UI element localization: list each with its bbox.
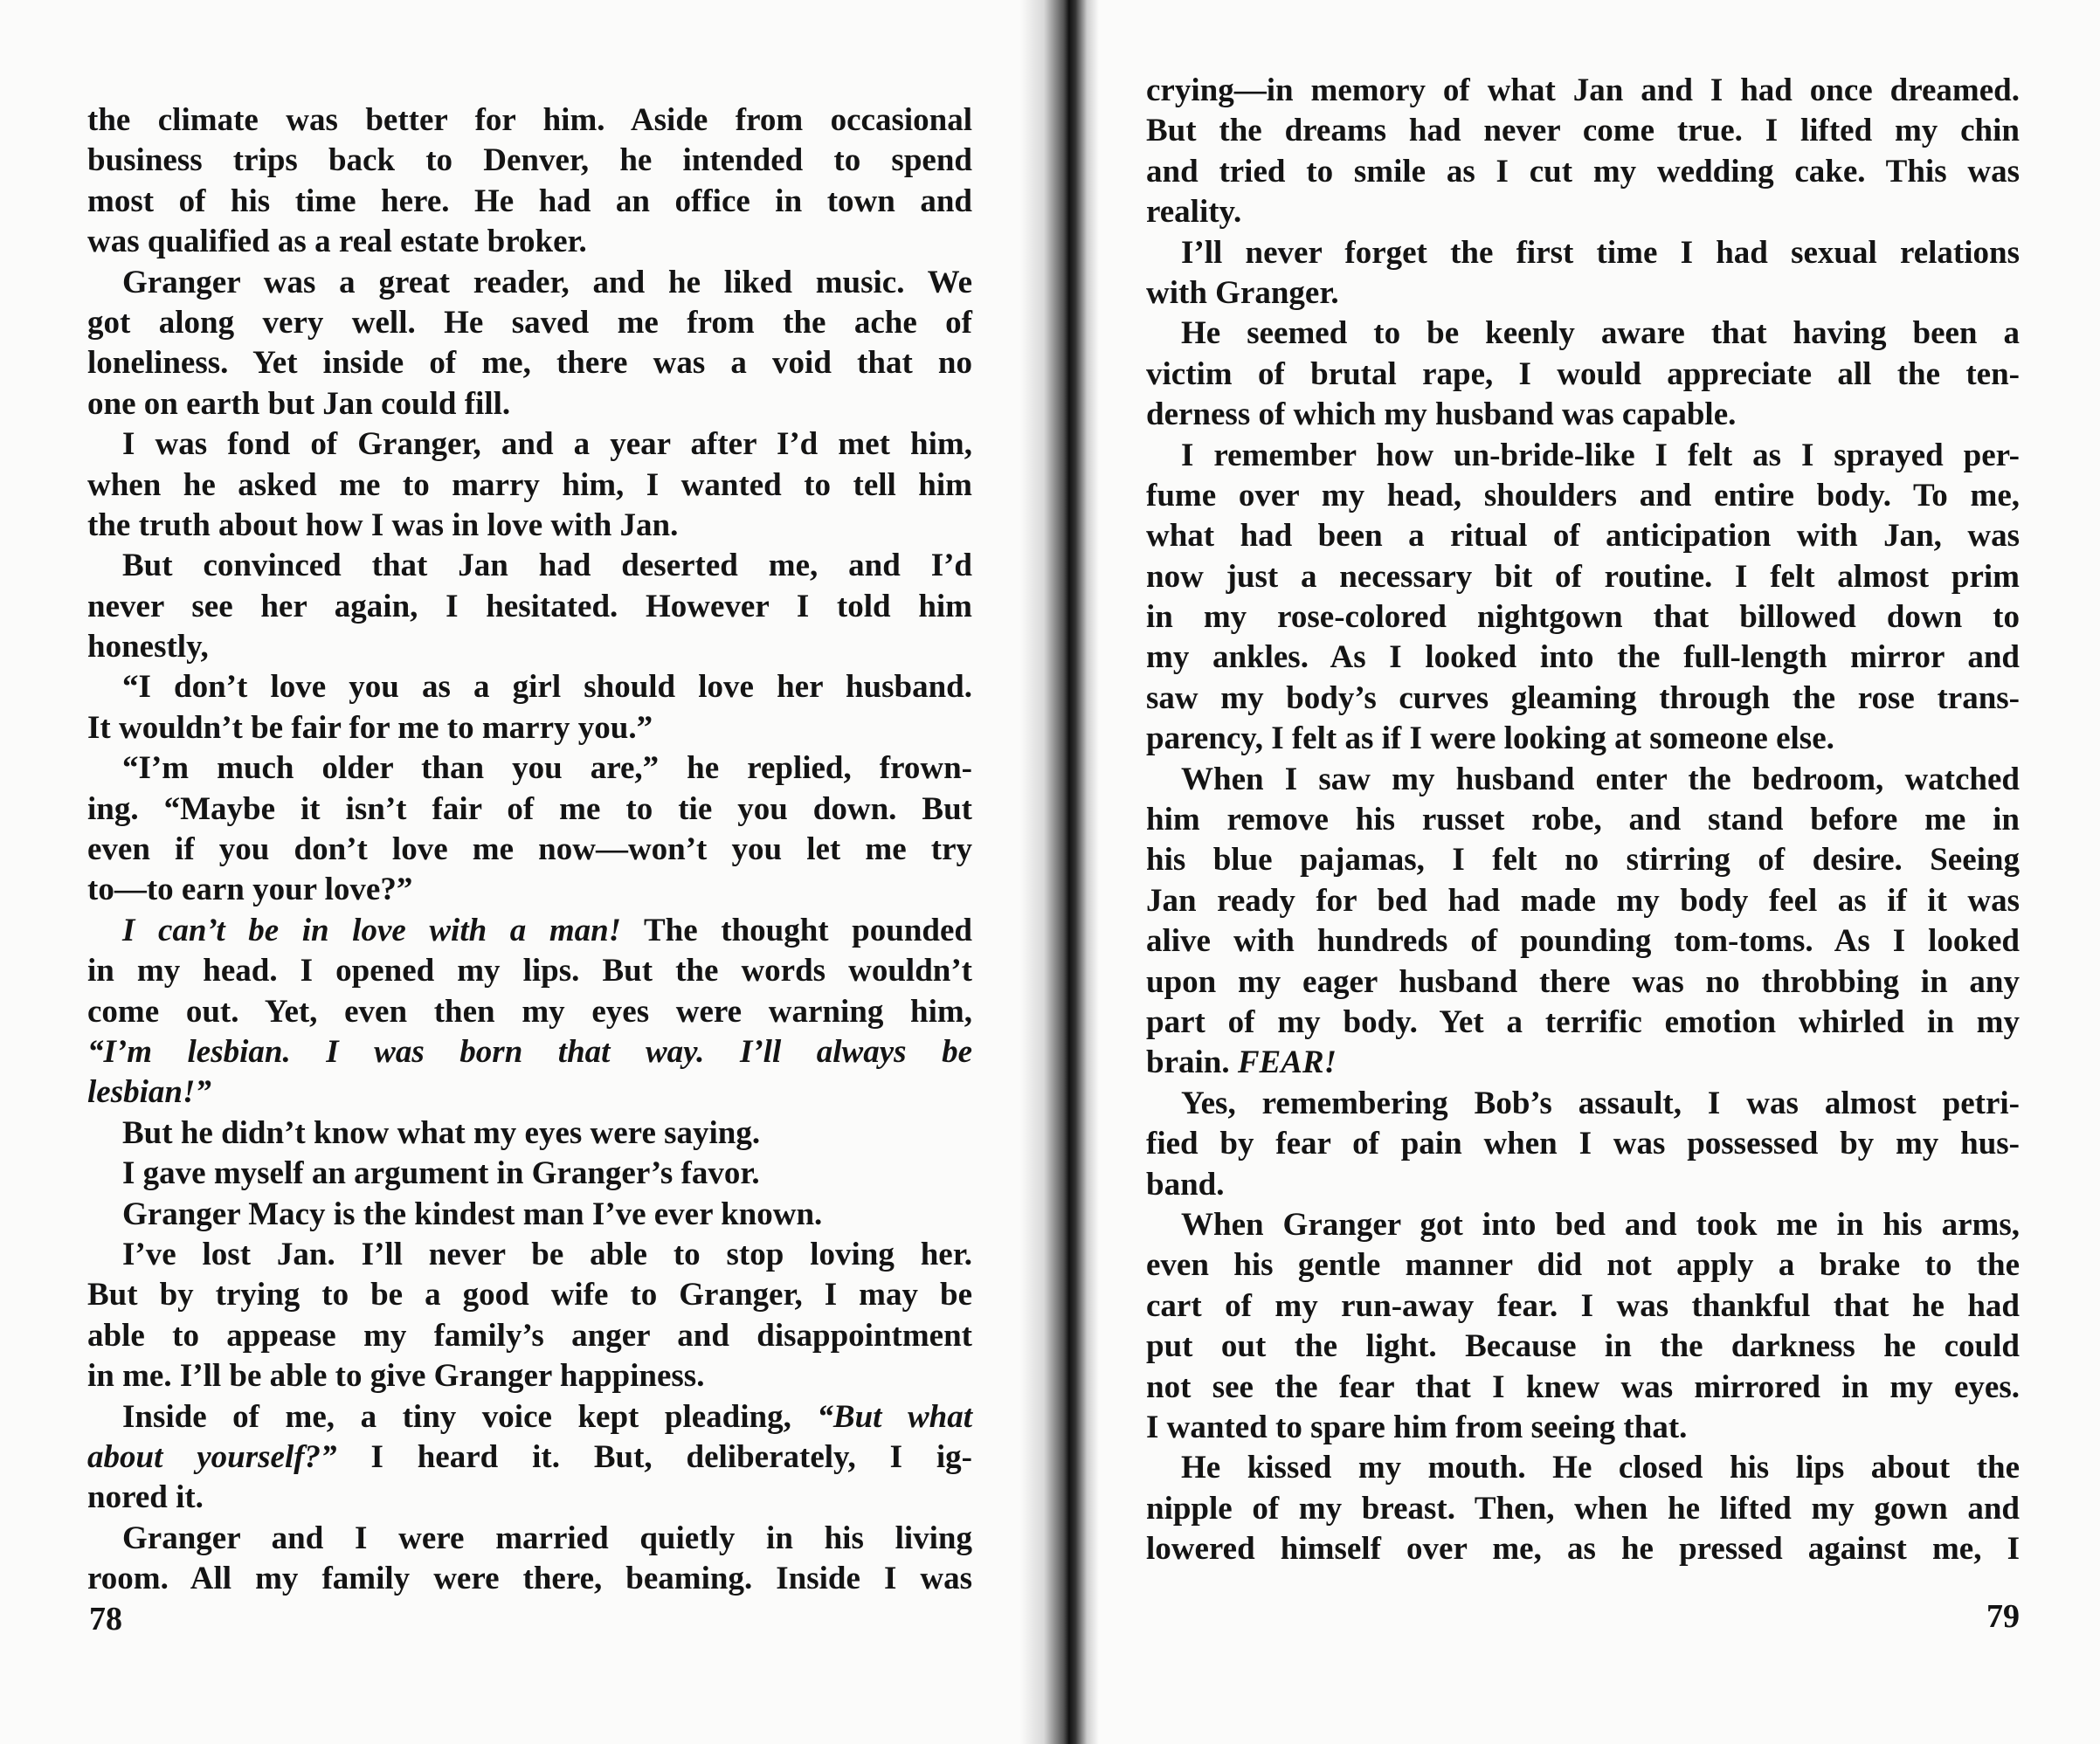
text-line: I remember how un-bride-like I felt as I sprayed per- [1181, 437, 2020, 473]
text-line: the climate was better for him. Aside from occasional [87, 102, 972, 138]
text-line: victim of brutal rape, I would appreciate all the ten- [1146, 355, 2020, 392]
text-line: come out. Yet, even then my eyes were warning him, [87, 993, 972, 1030]
text-line: put out the light. Because in the darkness he could [1146, 1328, 2020, 1365]
text-line: But he didn’t know what my eyes were saying. [122, 1114, 761, 1151]
text-line [1146, 1043, 2020, 1083]
text-line: lowered himself over me, as he pressed against me, I [1146, 1531, 2020, 1568]
text-line: I gave myself an argument in Granger’s favor. [122, 1155, 760, 1192]
text-line: He kissed my mouth. He closed his lips about the [1181, 1450, 2020, 1486]
text-line: most of his time here. He had an office in town and [87, 183, 972, 219]
text-line: Yes, remembering Bob’s assault, I was almost petri- [1181, 1085, 2020, 1121]
text-line: Jan ready for bed had made my body feel as if it was [1146, 882, 2020, 919]
page-number-right: 79 [1986, 1598, 2020, 1635]
text-line: even his gentle manner did not apply a brake to the [1146, 1247, 2020, 1284]
text-line: Granger was a great reader, and he liked music. We [122, 264, 972, 300]
text-line: was qualified as a real estate broker. [87, 224, 587, 260]
text-line: parency, I felt as if I were looking at someone else. [1146, 720, 1834, 757]
text-line: alive with hundreds of pounding tom-toms. As I looked [1146, 923, 2020, 960]
text-line: one on earth but Jan could fill. [87, 385, 511, 422]
text-line: I wanted to spare him from seeing that. [1146, 1409, 1688, 1445]
text-line: my ankles. As I looked into the full-length mirror and [1146, 639, 2020, 676]
text-line: Granger and I were married quietly in his living [122, 1520, 972, 1556]
text-line: When I saw my husband enter the bedroom, watched [1181, 761, 2020, 797]
text-line: But by trying to be a good wife to Granger, I may be [87, 1277, 972, 1313]
text-line: I was fond of Granger, and a year after I’d met him, [122, 426, 972, 463]
book-spine [1020, 0, 1099, 1744]
text-line: when he asked me to marry him, I wanted to tell him [87, 466, 972, 503]
text-line: honestly, [87, 629, 209, 665]
text-line: upon my eager husband there was no throbbing in any [1146, 963, 2020, 1000]
text-line: derness of which my husband was capable. [1146, 396, 1737, 433]
text-line: When Granger got into bed and took me in his arms, [1181, 1206, 2020, 1243]
italic-text: FEAR! [1237, 1044, 1337, 1081]
text-line: part of my body. Yet a terrific emotion whirled in my [1146, 1003, 2020, 1040]
text-line: him remove his russet robe, and stand before me in [1146, 802, 2020, 838]
text-line: got along very well. He saved me from the ache of [87, 304, 972, 341]
text-line: band. [1146, 1166, 1225, 1203]
text-line: his blue pajamas, I felt no stirring of desire. Seeing [1146, 842, 2020, 879]
text-line: saw my body’s curves gleaming through the rose trans- [1146, 679, 2020, 716]
text-line: Granger Macy is the kindest man I’ve ever known. [122, 1196, 823, 1232]
text-line: “I don’t love you as a girl should love her husband. [122, 669, 972, 706]
text-line [87, 1397, 972, 1437]
text-segment: Inside of me, a tiny voice kept pleading, [122, 1398, 818, 1435]
text-line: in me. I’ll be able to give Granger happiness. [87, 1358, 705, 1395]
text-line: It wouldn’t be fair for me to marry you.” [87, 709, 653, 746]
text-line: cart of my run-away fear. I was thankful that he had [1146, 1287, 2020, 1324]
text-line: the truth about how I was in love with Jan. [87, 507, 679, 543]
text-line: now just a necessary bit of routine. I felt almost prim [1146, 558, 2020, 595]
right-page-text [1146, 71, 2020, 1569]
text-line: fied by fear of pain when I was possessed by my hus- [1146, 1126, 2020, 1162]
text-line: I’ll never forget the first time I had sexual relations [1181, 234, 2020, 271]
text-line: what had been a ritual of anticipation with Jan, was [1146, 518, 2020, 555]
text-line [87, 911, 972, 951]
text-line: crying—in memory of what Jan and I had once dreamed. [1146, 72, 2020, 108]
text-segment: brain. [1146, 1044, 1238, 1081]
text-line: even if you don’t love me now—won’t you let me try [87, 831, 972, 868]
text-line: loneliness. Yet inside of me, there was a void that no [87, 345, 972, 382]
italic-text: about yourself?” [87, 1438, 337, 1475]
text-line: He seemed to be keenly aware that having been a [1181, 315, 2020, 352]
text-line: But convinced that Jan had deserted me, and I’d [122, 548, 972, 584]
text-line: and tried to smile as I cut my wedding cake. This was [1146, 153, 2020, 190]
text-line: nipple of my breast. Then, when he lifted my gown and [1146, 1490, 2020, 1527]
text-line: business trips back to Denver, he intended to spend [87, 142, 972, 179]
text-line [87, 1032, 972, 1072]
italic-text: I can’t be in love with a man! [122, 912, 622, 948]
text-line: reality. [1146, 194, 1242, 231]
text-line [87, 1072, 972, 1113]
text-segment: The thought pounded [621, 912, 972, 948]
text-line: not see the fear that I knew was mirrored in my eyes. [1146, 1368, 2020, 1405]
text-line: able to appease my family’s anger and disappointment [87, 1317, 972, 1354]
text-segment: I heard it. But, deliberately, I ig- [336, 1438, 972, 1475]
text-line: fume over my head, shoulders and entire body. To me, [1146, 477, 2020, 514]
page-number-left: 78 [89, 1601, 122, 1637]
text-line: I’ve lost Jan. I’ll never be able to stop loving her. [122, 1236, 972, 1272]
text-line: But the dreams had never come true. I lifted my chin [1146, 113, 2020, 149]
text-line: in my head. I opened my lips. But the words wouldn’t [87, 953, 972, 989]
text-line [87, 1437, 972, 1478]
text-line: with Granger. [1146, 274, 1339, 311]
italic-text: lesbian!” [87, 1074, 211, 1111]
text-line: nored it. [87, 1479, 204, 1516]
text-line: never see her again, I hesitated. However I told him [87, 588, 972, 624]
italic-text: “I’m lesbian. I was born that way. I’ll always be [87, 1033, 972, 1070]
left-page-text [87, 100, 972, 1599]
text-line: ing. “Maybe it isn’t fair of me to tie you down. But [87, 790, 972, 827]
text-line: in my rose-colored nightgown that billowed down to [1146, 599, 2020, 636]
text-line: to—to earn your love?” [87, 872, 413, 908]
text-line: room. All my family were there, beaming. Inside I was [87, 1561, 972, 1597]
italic-text: “But what [817, 1398, 972, 1435]
text-line: “I’m much older than you are,” he replied, frown- [122, 750, 972, 787]
